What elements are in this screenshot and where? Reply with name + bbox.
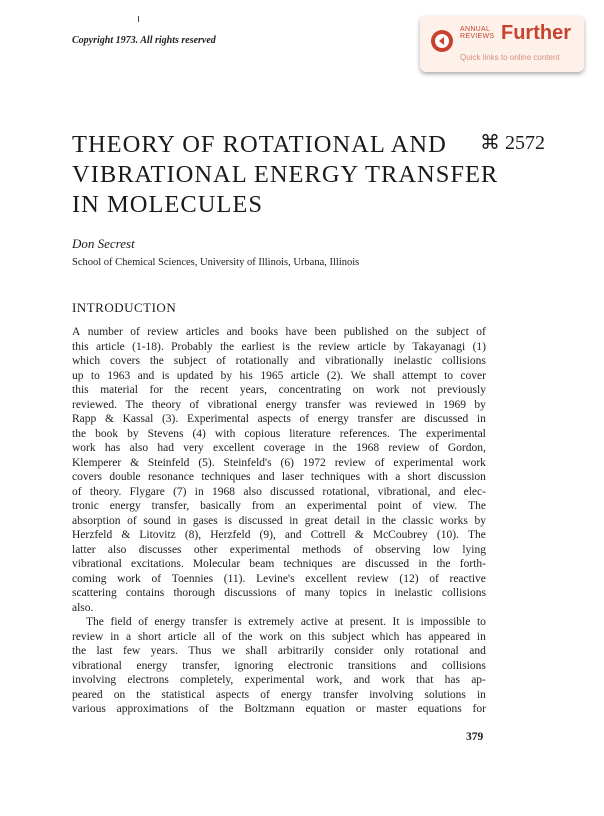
body-line: A number of review articles and books have been published on the subject of [72,326,486,338]
article-title [72,130,499,220]
further-subtitle: Quick links to online content [460,53,560,62]
body-line: of theory. Flygare (7) in 1968 also discussed rotational, vibrational, and elec- [72,485,486,498]
body-line: latter also discusses other experimental methods of observing low lying [72,543,486,556]
body-line: the last few years. Thus we shall arbitrarily consider only rotational and [72,645,486,657]
body-text [72,325,486,717]
body-line: this article (1-18). Probably the earliest is the review article by Takayanagi (1) [72,340,486,353]
title-line: IN MOLECULES [72,191,263,218]
body-line: also. [72,601,94,614]
body-line: the book by Stevens (4) with copious literature references. The experimental [72,427,486,440]
further-word: Further [501,22,571,44]
copyright-notice: Copyright 1973. All rights reserved [72,35,216,46]
body-line: scattering contains thorough discussions of many topics in inelastic collisions [72,587,486,599]
reference-number: ⌘ 2572 [480,132,545,154]
title-line: THEORY OF ROTATIONAL AND [72,131,447,158]
body-line: vibrational excitations. Molecular beam techniques are discussed in the forth- [72,558,486,570]
body-line: Klemperer & Steinfeld (5). Steinfeld's (6) 1972 review of experimental work [72,456,486,469]
body-line: coming work of Toennies (11). Levine's excellent review (12) of reactive [72,572,486,585]
author-affiliation: School of Chemical Sciences, University of Illinois, Urbana, Illinois [72,257,360,268]
further-badge[interactable] [420,16,584,72]
title-line: VIBRATIONAL ENERGY TRANSFER [72,161,499,188]
body-line: Rapp & Kassal (3). Experimental aspects of energy transfer are discussed in [72,413,486,425]
body-line: Herzfeld & Litovitz (8), Herzfeld (9), and Cottrell & McCoubrey (10). The [72,529,486,541]
body-line: vibrational energy transfer, ignoring electronic transitions and collisions [72,659,486,672]
body-line: this material for the recent years, concentrating on work not previously [72,384,486,396]
body-line: various approximations of the Boltzmann equation or master equations for [72,703,486,715]
body-line: The field of energy transfer is extremely active at present. It is impossible to [86,616,486,628]
body-line: up to 1963 and is updated by his 1965 article (2). We shall attempt to cover [72,369,486,382]
body-line: absorption of sound in gases is discussed in great detail in the classic works by [72,514,486,527]
author-name: Don Secrest [72,236,135,251]
further-play-icon [430,29,454,53]
page-tick-mark [138,16,139,22]
body-line: covers double resonance techniques and laser techniques with a short discussion [72,471,486,483]
body-line: work has also had very excellent coverage in the 1968 review of Gordon, [72,442,486,454]
body-line: peared on the statistical aspects of energy transfer involving solutions in [72,688,486,701]
brand-line-reviews: REVIEWS [460,33,495,40]
section-heading: INTRODUCTION [72,300,177,315]
body-line: reviewed. The theory of vibrational energy transfer was reviewed in 1969 by [72,398,486,411]
body-line: involving electrons completely, experimental work, and work that has ap- [72,674,486,686]
brand-line-annual: ANNUAL [460,26,491,33]
further-brand [460,26,494,40]
body-line: review in a short article all of the work on this subject which has appeared in [72,630,486,643]
page-number: 379 [466,731,484,743]
body-line: tronic energy transfer, basically from an experimental point of view. The [72,500,486,512]
body-line: which covers the subject of rotationally and vibrationally inelastic collisions [72,355,486,367]
